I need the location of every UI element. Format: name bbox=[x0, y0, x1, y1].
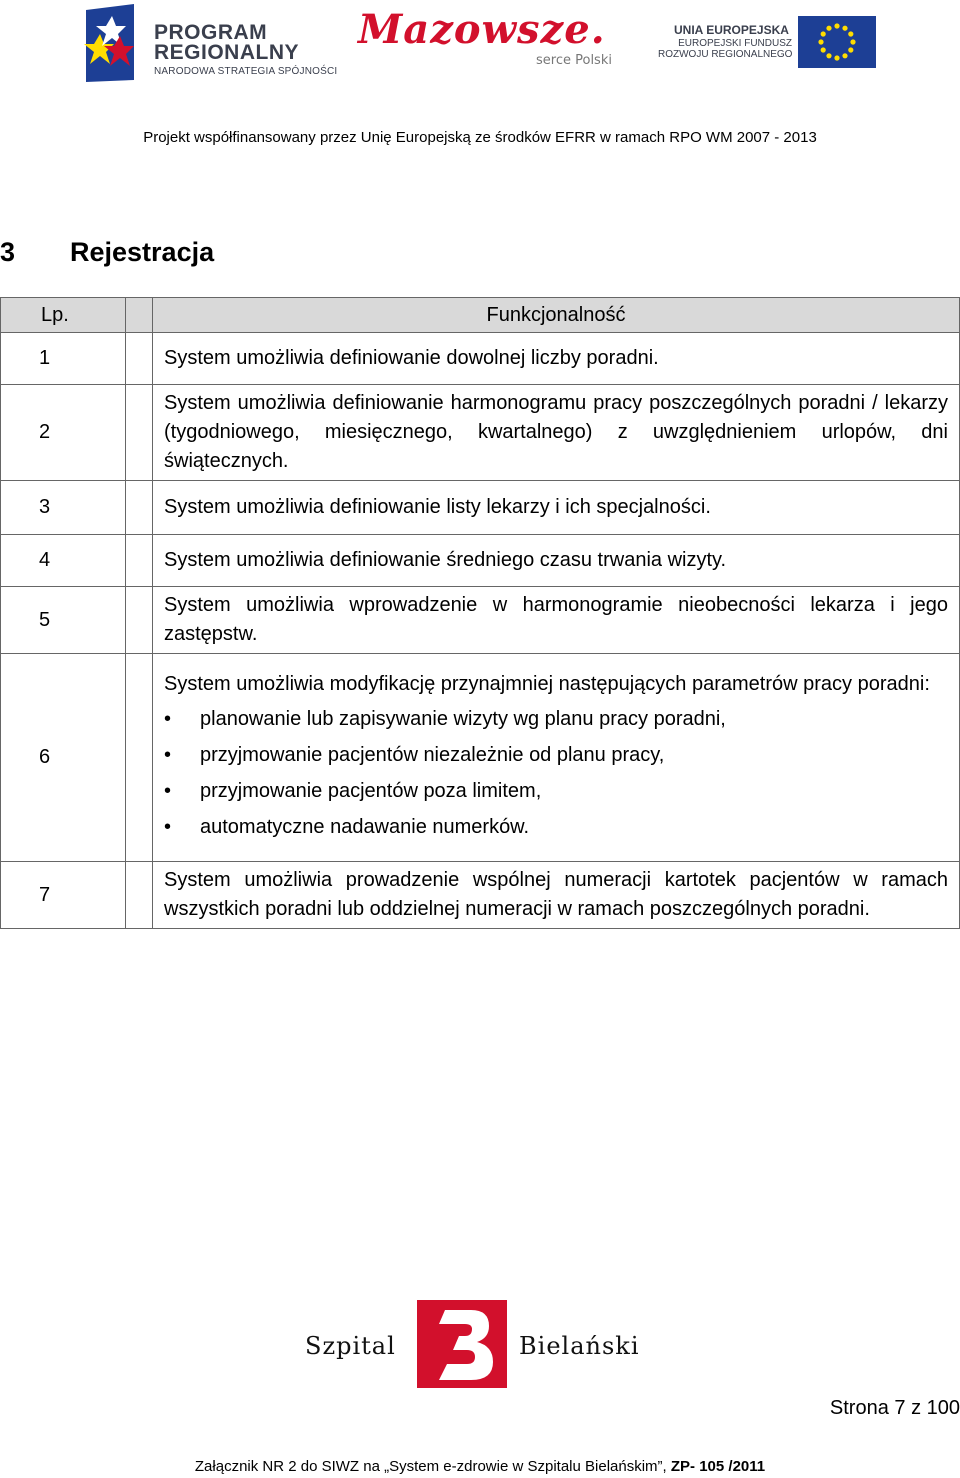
table-row bbox=[1, 481, 960, 535]
mazowsze-subtitle: serce Polski bbox=[536, 53, 612, 68]
parameter-list bbox=[164, 701, 948, 845]
row-number: 5 bbox=[1, 587, 126, 654]
row-gap bbox=[126, 333, 153, 385]
list-item: • automatyczne nadawanie numerków. bbox=[164, 809, 948, 845]
hospital-b-mark-icon bbox=[417, 1300, 507, 1388]
list-item: • przyjmowanie pacjentów poza limitem, bbox=[164, 773, 948, 809]
program-logo-subtitle: NARODOWA STRATEGIA SPÓJNOŚCI bbox=[154, 66, 338, 77]
list-item: • przyjmowanie pacjentów niezależnie od planu pracy, bbox=[164, 737, 948, 773]
row-gap bbox=[126, 862, 153, 929]
row-text: System umożliwia definiowanie harmonogramu pracy poszczególnych poradni / lekarzy (tygodniowego, miesięcznego, kwartalnego) z uwzględnieniem urlopów, dni świątecznych. bbox=[153, 385, 960, 481]
program-logo-line2: REGIONALNY bbox=[154, 41, 300, 64]
page-number: Strona 7 z 100 bbox=[829, 1397, 960, 1419]
row-text: System umożliwia definiowanie średniego czasu trwania wizyty. bbox=[153, 535, 960, 587]
section-number: 3 bbox=[0, 237, 16, 267]
table-row bbox=[1, 333, 960, 385]
table-row bbox=[1, 587, 960, 654]
row-number: 3 bbox=[1, 481, 126, 535]
eu-logo-line3: ROZWOJU REGIONALNEGO bbox=[658, 49, 793, 60]
row-text: System umożliwia modyfikację przynajmniej następujących parametrów pracy poradni: bbox=[164, 673, 930, 695]
row-number: 1 bbox=[1, 333, 126, 385]
row-text: System umożliwia prowadzenie wspólnej numeracji kartotek pacjentów w ramach wszystkich poradni lub oddzielnej numeracji w ramach poszczególnych poradni. bbox=[153, 862, 960, 929]
hospital-logo-left-word: Szpital bbox=[305, 1332, 396, 1360]
row-text: System umożliwia wprowadzenie w harmonogramie nieobecności lekarza i jego zastępstw. bbox=[153, 587, 960, 654]
row-number: 6 bbox=[1, 654, 126, 862]
eu-flag-icon bbox=[798, 16, 876, 68]
row-text-with-list bbox=[153, 654, 960, 862]
row-gap bbox=[126, 654, 153, 862]
row-text: System umożliwia definiowanie listy lekarzy i ich specjalności. bbox=[153, 481, 960, 535]
program-regionalny-emblem bbox=[78, 4, 148, 84]
project-cofinancing-line: Projekt współfinansowany przez Unię Europejską ze środków EFRR w ramach RPO WM 2007 - 2013 bbox=[143, 129, 817, 146]
section-title: Rejestracja bbox=[70, 237, 215, 267]
table-row bbox=[1, 654, 960, 862]
table-row bbox=[1, 385, 960, 481]
hospital-logo-right-word: Bielański bbox=[519, 1332, 640, 1360]
mazowsze-wordmark: Mazowsze. bbox=[358, 6, 606, 53]
list-item: • planowanie lub zapisywanie wizyty wg planu pracy poradni, bbox=[164, 701, 948, 737]
row-number: 4 bbox=[1, 535, 126, 587]
row-gap bbox=[126, 385, 153, 481]
program-logo-line1: PROGRAM bbox=[154, 21, 268, 44]
table-header-gap bbox=[126, 298, 153, 333]
row-number: 7 bbox=[1, 862, 126, 929]
header-logos bbox=[70, 0, 890, 88]
row-number: 2 bbox=[1, 385, 126, 481]
table-row bbox=[1, 535, 960, 587]
row-gap bbox=[126, 481, 153, 535]
functionality-table bbox=[0, 297, 960, 929]
footer-reference: ZP- 105 /2011 bbox=[670, 1458, 766, 1475]
eu-logo-line1: UNIA EUROPEJSKA bbox=[674, 23, 789, 37]
table-row bbox=[1, 862, 960, 929]
row-gap bbox=[126, 535, 153, 587]
page-footer bbox=[0, 1458, 960, 1475]
eu-logo bbox=[656, 14, 880, 70]
table-header-row bbox=[1, 298, 960, 333]
eu-logo-line2: EUROPEJSKI FUNDUSZ bbox=[678, 38, 792, 49]
mazowsze-logo bbox=[358, 6, 628, 76]
program-regionalny-logo bbox=[78, 4, 338, 84]
column-header-functionality: Funkcjonalność bbox=[153, 298, 960, 333]
footer-text: Załącznik NR 2 do SIWZ na „System e-zdrowie w Szpitalu Bielańskim”, bbox=[194, 1458, 671, 1475]
column-header-lp: Lp. bbox=[1, 298, 126, 333]
row-gap bbox=[126, 587, 153, 654]
row-text: System umożliwia definiowanie dowolnej liczby poradni. bbox=[153, 333, 960, 385]
szpital-bielanski-logo bbox=[305, 1300, 665, 1392]
